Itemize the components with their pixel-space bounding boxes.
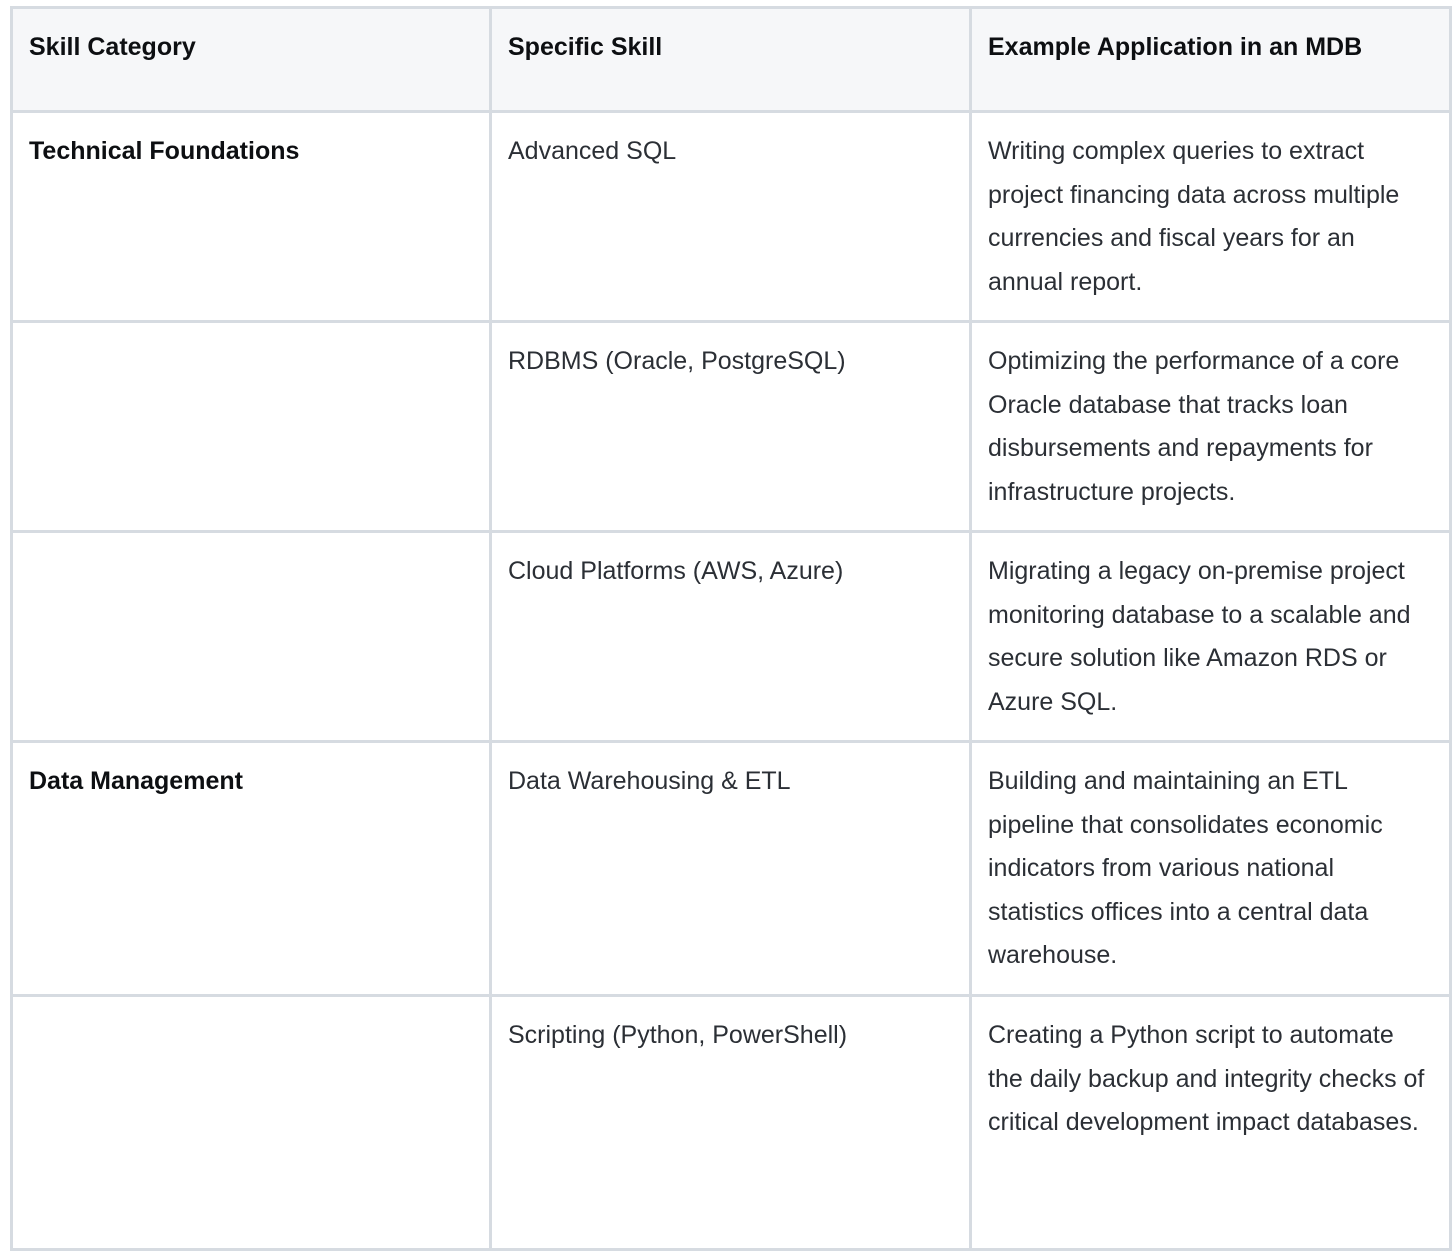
cell-skill-category bbox=[12, 532, 491, 742]
cell-example-application: Creating a Python script to automate the daily backup and integrity checks of critical development impact databases. bbox=[971, 996, 1451, 1250]
cell-example-application: Migrating a legacy on-premise project monitoring database to a scalable and secure solution like Amazon RDS or Azure SQL. bbox=[971, 532, 1451, 742]
cell-skill-category: Technical Foundations bbox=[12, 112, 491, 322]
cell-example-application: Building and maintaining an ETL pipeline that consolidates economic indicators from various national statistics offices into a central data warehouse. bbox=[971, 742, 1451, 996]
header-specific-skill: Specific Skill bbox=[491, 8, 971, 112]
cell-example-application: Writing complex queries to extract project financing data across multiple currencies and fiscal years for an annual report. bbox=[971, 112, 1451, 322]
skills-table-container bbox=[10, 6, 1450, 1251]
cell-specific-skill: Cloud Platforms (AWS, Azure) bbox=[491, 532, 971, 742]
cell-specific-skill: Data Warehousing & ETL bbox=[491, 742, 971, 996]
header-example-application: Example Application in an MDB bbox=[971, 8, 1451, 112]
cell-skill-category bbox=[12, 322, 491, 532]
table-row bbox=[12, 742, 1451, 996]
header-skill-category: Skill Category bbox=[12, 8, 491, 112]
table-header-row bbox=[12, 8, 1451, 112]
table-row bbox=[12, 996, 1451, 1250]
table-row bbox=[12, 322, 1451, 532]
table-row bbox=[12, 112, 1451, 322]
cell-specific-skill: RDBMS (Oracle, PostgreSQL) bbox=[491, 322, 971, 532]
cell-specific-skill: Scripting (Python, PowerShell) bbox=[491, 996, 971, 1250]
cell-example-application: Optimizing the performance of a core Oracle database that tracks loan disbursements and repayments for infrastructure projects. bbox=[971, 322, 1451, 532]
cell-skill-category bbox=[12, 996, 491, 1250]
cell-skill-category: Data Management bbox=[12, 742, 491, 996]
cell-specific-skill: Advanced SQL bbox=[491, 112, 971, 322]
table-row bbox=[12, 532, 1451, 742]
skills-table bbox=[10, 6, 1452, 1251]
